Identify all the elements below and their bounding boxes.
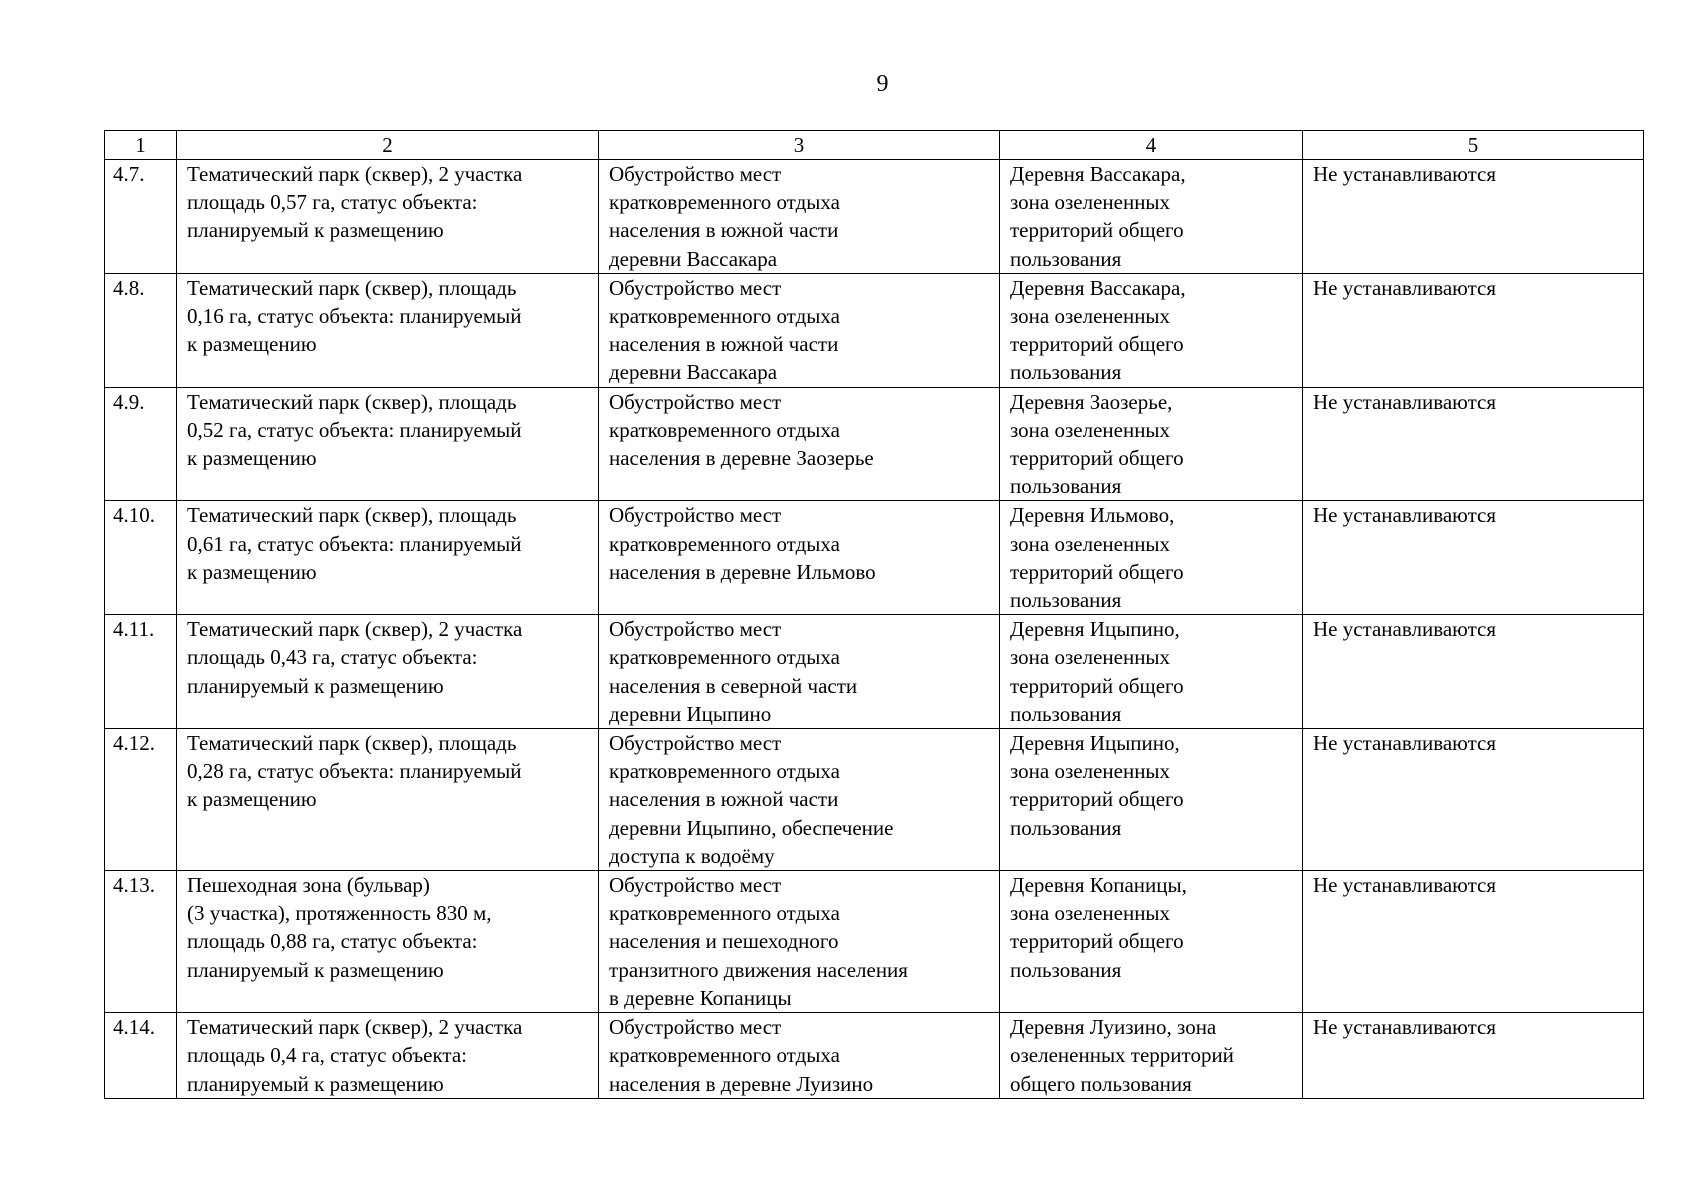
column-number-3: 3	[599, 131, 1000, 160]
object-location: Деревня Луизино, зона озелененных территорий общего пользования	[1000, 1013, 1303, 1099]
object-description: Тематический парк (сквер), площадь 0,52 га, статус объекта: планируемый к размещению	[177, 387, 599, 501]
object-location: Деревня Ицыпино, зона озелененных территорий общего пользования	[1000, 729, 1303, 871]
page-number: 9	[876, 71, 889, 97]
zone-characteristics: Не устанавливаются	[1303, 871, 1644, 1013]
zone-characteristics: Не устанавливаются	[1303, 501, 1644, 615]
row-number: 4.12.	[105, 729, 177, 871]
object-location: Деревня Ицыпино, зона озелененных территорий общего пользования	[1000, 615, 1303, 729]
object-location: Деревня Вассакара, зона озелененных территорий общего пользования	[1000, 273, 1303, 387]
zone-characteristics: Не устанавливаются	[1303, 615, 1644, 729]
column-number-5: 5	[1303, 131, 1644, 160]
object-description: Пешеходная зона (бульвар) (3 участка), протяженность 830 м, площадь 0,88 га, статус объекта: планируемый к размещению	[177, 871, 599, 1013]
object-purpose: Обустройство мест кратковременного отдыха населения в южной части деревни Ицыпино, обеспечение доступа к водоёму	[599, 729, 1000, 871]
table-row	[105, 273, 1644, 387]
object-description: Тематический парк (сквер), площадь 0,28 га, статус объекта: планируемый к размещению	[177, 729, 599, 871]
object-purpose: Обустройство мест кратковременного отдыха населения в деревне Ильмово	[599, 501, 1000, 615]
object-purpose: Обустройство мест кратковременного отдыха населения в деревне Луизино	[599, 1013, 1000, 1099]
object-location: Деревня Ильмово, зона озелененных территорий общего пользования	[1000, 501, 1303, 615]
zone-characteristics: Не устанавливаются	[1303, 1013, 1644, 1099]
column-number-1: 1	[105, 131, 177, 160]
zone-characteristics: Не устанавливаются	[1303, 387, 1644, 501]
table-row	[105, 729, 1644, 871]
table-row	[105, 387, 1644, 501]
row-number: 4.9.	[105, 387, 177, 501]
row-number: 4.14.	[105, 1013, 177, 1099]
row-number: 4.7.	[105, 160, 177, 274]
object-description: Тематический парк (сквер), 2 участка площадь 0,57 га, статус объекта: планируемый к размещению	[177, 160, 599, 274]
object-purpose: Обустройство мест кратковременного отдыха населения в деревне Заозерье	[599, 387, 1000, 501]
object-description: Тематический парк (сквер), 2 участка площадь 0,43 га, статус объекта: планируемый к размещению	[177, 615, 599, 729]
table-row	[105, 871, 1644, 1013]
row-number: 4.10.	[105, 501, 177, 615]
row-number: 4.11.	[105, 615, 177, 729]
object-description: Тематический парк (сквер), площадь 0,16 га, статус объекта: планируемый к размещению	[177, 273, 599, 387]
row-number: 4.8.	[105, 273, 177, 387]
object-location: Деревня Вассакара, зона озелененных территорий общего пользования	[1000, 160, 1303, 274]
table-row	[105, 1013, 1644, 1099]
column-number-4: 4	[1000, 131, 1303, 160]
table-row	[105, 615, 1644, 729]
column-number-2: 2	[177, 131, 599, 160]
zone-characteristics: Не устанавливаются	[1303, 273, 1644, 387]
object-description: Тематический парк (сквер), 2 участка площадь 0,4 га, статус объекта: планируемый к размещению	[177, 1013, 599, 1099]
object-description: Тематический парк (сквер), площадь 0,61 га, статус объекта: планируемый к размещению	[177, 501, 599, 615]
object-location: Деревня Копаницы, зона озелененных территорий общего пользования	[1000, 871, 1303, 1013]
object-purpose: Обустройство мест кратковременного отдыха населения в северной части деревни Ицыпино	[599, 615, 1000, 729]
object-location: Деревня Заозерье, зона озелененных территорий общего пользования	[1000, 387, 1303, 501]
table-row	[105, 501, 1644, 615]
zone-characteristics: Не устанавливаются	[1303, 160, 1644, 274]
row-number: 4.13.	[105, 871, 177, 1013]
object-purpose: Обустройство мест кратковременного отдыха населения в южной части деревни Вассакара	[599, 273, 1000, 387]
table-row	[105, 160, 1644, 274]
object-purpose: Обустройство мест кратковременного отдыха населения и пешеходного транзитного движения населения в деревне Копаницы	[599, 871, 1000, 1013]
objects-table	[104, 130, 1644, 1099]
zone-characteristics: Не устанавливаются	[1303, 729, 1644, 871]
table-header-row	[105, 131, 1644, 160]
object-purpose: Обустройство мест кратковременного отдыха населения в южной части деревни Вассакара	[599, 160, 1000, 274]
